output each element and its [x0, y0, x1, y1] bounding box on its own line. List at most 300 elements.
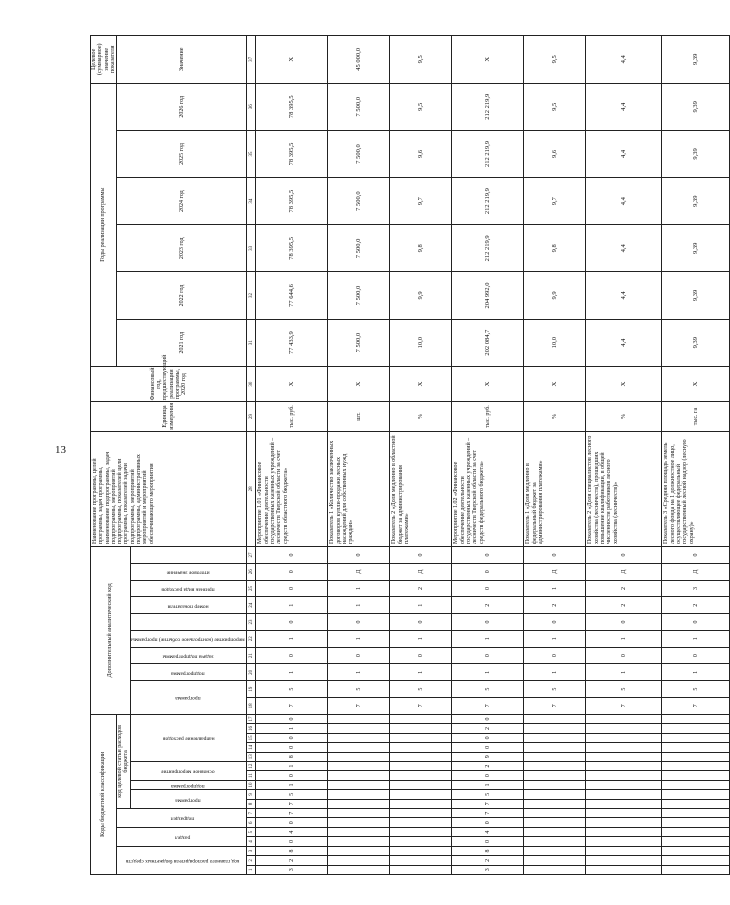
direction-header: направление расходов [130, 714, 247, 761]
budget-code-cell [524, 771, 586, 780]
year-value: 4,4 [586, 319, 662, 366]
budget-code-cell: 7 [452, 809, 524, 818]
row-name: Показатель 2 «Доля медленно в областной бюджет за администрирования платежами» [390, 431, 452, 546]
budget-code-cell [524, 761, 586, 770]
column-number: 22 [247, 630, 256, 647]
year-value: 7 500,0 [328, 130, 390, 177]
budget-code-cell [662, 818, 730, 827]
budget-code-cell: 7 [452, 799, 524, 808]
column-number: 34 [247, 178, 256, 225]
budget-code-cell: 5 [452, 790, 524, 799]
row-unit: тыс. руб. [452, 402, 524, 431]
budget-code-cell [524, 752, 586, 761]
analytic-code-cell: 0 [390, 647, 452, 664]
budget-code-cell [586, 837, 662, 846]
column-number: 25 [247, 580, 256, 597]
budget-code-cell [524, 856, 586, 865]
budget-code-cell: 4 [452, 827, 524, 836]
program-table-rotated [90, 35, 699, 875]
analytic-code-cell: 7 [524, 697, 586, 714]
section-header: раздел [117, 827, 247, 846]
year-value: 9,8 [524, 225, 586, 272]
analytic-code-cell: 0 [452, 614, 524, 631]
analytic-code-cell: 0 [452, 547, 524, 564]
analytic-code-cell: 0 [662, 647, 730, 664]
analytic-code-cell: 2 [390, 580, 452, 597]
budget-code-cell: 0 [256, 837, 328, 846]
budget-code-cell [586, 780, 662, 789]
budget-code-cell [328, 846, 390, 855]
budget-code-cell: 1 [256, 780, 328, 789]
admin-code-header: код главного распорядителя бюджетных средств [117, 846, 247, 874]
analytic-code-cell: 1 [586, 664, 662, 681]
analytic-code-cell: 0 [452, 580, 524, 597]
year-value: 9,39 [662, 130, 730, 177]
year-value: 212 219,9 [452, 83, 524, 130]
analytic-code-cell: 0 [256, 563, 328, 580]
row-name: Показатель 2 «Доля специалистов лесного хозяйства (лесничеств), прошедших повышение квалификации, в общей численности работников лесного хозяйства (лесничеств)» [586, 431, 662, 546]
year-2026-header: 2026 год [117, 83, 247, 130]
analytic-code-cell: 1 [256, 664, 328, 681]
budget-code-cell [390, 714, 452, 724]
analytic-code-cell: 0 [256, 614, 328, 631]
budget-code-cell [662, 790, 730, 799]
column-number: 33 [247, 225, 256, 272]
analytic-code-cell: 5 [586, 681, 662, 698]
row-fin-year: Х [256, 366, 328, 402]
an-indicator-header: номер показателя [130, 597, 247, 614]
an-subprogram-header: подпрограмма [130, 664, 247, 681]
analytic-code-cell: 1 [328, 580, 390, 597]
column-number: 9 [247, 790, 256, 799]
budget-code-cell [586, 714, 662, 724]
row-target: 9,5 [524, 36, 586, 84]
row-unit: % [586, 402, 662, 431]
year-value: 7 500,0 [328, 83, 390, 130]
year-value: 4,4 [586, 130, 662, 177]
fin-year-header: Финансовый год, предшествующий реализации программы, 2020 год [91, 366, 247, 402]
analytic-code-cell: 0 [328, 547, 390, 564]
budget-code-cell [390, 865, 452, 874]
year-value: 9,39 [662, 272, 730, 319]
row-unit: шт. [328, 402, 390, 431]
year-value: 78 395,5 [256, 225, 328, 272]
year-2024-header: 2024 год [117, 178, 247, 225]
analytic-code-cell: 2 [452, 597, 524, 614]
column-number: 32 [247, 272, 256, 319]
year-value: 4,4 [586, 83, 662, 130]
budget-code-cell [662, 733, 730, 742]
budget-code-cell [328, 865, 390, 874]
budget-code-cell [662, 743, 730, 752]
an-task-header: задача подпрограммы [130, 647, 247, 664]
analytic-code-cell: 0 [328, 647, 390, 664]
budget-code-cell: 7 [256, 799, 328, 808]
budget-code-cell [390, 856, 452, 865]
analytic-code-cell: Д [586, 563, 662, 580]
analytic-code-cell: 0 [524, 547, 586, 564]
budget-code-cell: 0 [256, 818, 328, 827]
year-value: 77 644,6 [256, 272, 328, 319]
column-number: 27 [247, 547, 256, 564]
year-value: 9,5 [390, 83, 452, 130]
column-number: 17 [247, 714, 256, 724]
column-number: 11 [247, 771, 256, 780]
column-number: 23 [247, 614, 256, 631]
year-value: 4,4 [586, 225, 662, 272]
budget-code-cell: 2 [256, 856, 328, 865]
budget-code-cell: 8 [256, 752, 328, 761]
column-number: 31 [247, 319, 256, 366]
year-value: 212 219,9 [452, 130, 524, 177]
year-2025-header: 2025 год [117, 130, 247, 177]
budget-code-cell [662, 865, 730, 874]
column-number: 4 [247, 837, 256, 846]
year-value: 9,9 [524, 272, 586, 319]
year-value: 9,5 [524, 83, 586, 130]
an-final-header: итоговое значение [130, 563, 247, 580]
budget-code-cell [390, 724, 452, 733]
year-value: 9,8 [390, 225, 452, 272]
analytic-code-cell: 1 [328, 664, 390, 681]
analytic-code-cell: 3 [662, 580, 730, 597]
budget-code-cell [586, 865, 662, 874]
row-fin-year: Х [390, 366, 452, 402]
year-value: 77 433,9 [256, 319, 328, 366]
column-number: 5 [247, 827, 256, 836]
analytic-code-cell: 7 [452, 697, 524, 714]
budget-code-cell: 0 [256, 733, 328, 742]
budget-code-cell [586, 761, 662, 770]
budget-code-cell [662, 827, 730, 836]
budget-code-cell [586, 846, 662, 855]
column-number: 19 [247, 681, 256, 698]
row-name: Показатель 1 «Количество заключенных договоров купли-продажи лесных насаждений для собственных нужд граждан» [328, 431, 390, 546]
analytic-code-cell: 7 [586, 697, 662, 714]
budget-code-cell [524, 780, 586, 789]
column-number: 26 [247, 563, 256, 580]
analytic-code-cell: 1 [256, 630, 328, 647]
budget-code-cell [328, 724, 390, 733]
column-number: 35 [247, 130, 256, 177]
budget-code-cell: 1 [256, 724, 328, 733]
budget-code-cell [662, 761, 730, 770]
budget-code-cell: 7 [256, 809, 328, 818]
row-fin-year: Х [328, 366, 390, 402]
budget-code-cell: 5 [256, 790, 328, 799]
year-value: 78 395,5 [256, 83, 328, 130]
analytic-code-cell: 1 [662, 664, 730, 681]
row-name: Показатель 3 «Средняя площадь земель лесного фонда на 1 должностное лицо, осуществляющее федеральный государственный лесной надзор (лесную охрану)» [662, 431, 730, 546]
budget-code-cell: 4 [256, 827, 328, 836]
budget-code-cell: 1 [256, 761, 328, 770]
target-value-header: Значение [117, 36, 247, 84]
year-value: 4,4 [586, 272, 662, 319]
year-value: 204 992,0 [452, 272, 524, 319]
analytic-code-header: Дополнительный аналитический код [91, 547, 131, 715]
budget-code-cell [662, 799, 730, 808]
year-value: 9,39 [662, 178, 730, 225]
year-value: 7 500,0 [328, 319, 390, 366]
budget-code-cell: 1 [452, 780, 524, 789]
name-header: Наименование программы, целей программы, задач программы, наименование подпрограммы, задач подпрограммы, мероприятий подпрограммы, показателей цели программы, показателей задачи подпрограммы, мероприятий подпрограммы, административных мероприятий и мероприятий обеспечивающего мероприятия [91, 431, 247, 546]
budget-code-cell [390, 790, 452, 799]
analytic-code-cell: 1 [256, 597, 328, 614]
budget-code-cell [586, 752, 662, 761]
year-value: 9,6 [390, 130, 452, 177]
year-value: 78 395,5 [256, 178, 328, 225]
analytic-code-cell: 5 [524, 681, 586, 698]
year-2023-header: 2023 год [117, 225, 247, 272]
column-number: 3 [247, 846, 256, 855]
budget-code-cell [524, 865, 586, 874]
an-event-header-b [130, 614, 247, 631]
year-value: 9,7 [524, 178, 586, 225]
budget-code-cell [390, 780, 452, 789]
budget-code-cell [328, 780, 390, 789]
analytic-code-cell: 7 [662, 697, 730, 714]
analytic-code-cell: 0 [390, 614, 452, 631]
an-exp-type-header: признак вида расходов [130, 580, 247, 597]
budget-code-cell [328, 790, 390, 799]
budget-codes-header: Коды бюджетной классификации [91, 714, 117, 874]
main-event-header: основное мероприятие [130, 761, 247, 780]
budget-code-cell [524, 724, 586, 733]
table-row [328, 36, 390, 875]
analytic-code-cell: 1 [452, 664, 524, 681]
year-value: 202 084,7 [452, 319, 524, 366]
budget-code-cell [586, 724, 662, 733]
budget-code-cell [328, 799, 390, 808]
row-target: Х [452, 36, 524, 84]
year-value: 9,7 [390, 178, 452, 225]
analytic-code-cell: 1 [328, 630, 390, 647]
budget-code-cell: 0 [452, 733, 524, 742]
analytic-code-cell: 0 [586, 647, 662, 664]
analytic-code-cell: 2 [586, 597, 662, 614]
years-header: Годы реализации программы [91, 83, 117, 366]
table-row [390, 36, 452, 875]
column-number: 7 [247, 809, 256, 818]
an-event-header: мероприятие (контрольное событие) программы [130, 630, 247, 647]
column-number: 37 [247, 36, 256, 84]
budget-code-cell [662, 752, 730, 761]
year-value: 7 500,0 [328, 178, 390, 225]
budget-code-cell [390, 809, 452, 818]
year-value: 4,4 [586, 178, 662, 225]
row-name: Мероприятие 1.02 «Финансовое обеспечение деятельности государственных казенных учреждений – лесничеств Тверской области за счет средств федерального бюджета» [452, 431, 524, 546]
column-number: 29 [247, 402, 256, 431]
budget-code-cell [524, 743, 586, 752]
budget-code-cell [662, 856, 730, 865]
column-number: 16 [247, 724, 256, 733]
year-value: 10,0 [390, 319, 452, 366]
analytic-code-cell: 0 [452, 647, 524, 664]
budget-code-cell [586, 733, 662, 742]
year-value: 9,39 [662, 319, 730, 366]
budget-code-cell: 2 [452, 761, 524, 770]
budget-code-cell: 3 [256, 865, 328, 874]
column-number: 6 [247, 818, 256, 827]
column-number: 8 [247, 799, 256, 808]
year-2021-header: 2021 год [117, 319, 247, 366]
column-number: 12 [247, 761, 256, 770]
subsection-header: подраздел [117, 809, 247, 828]
budget-code-cell [390, 771, 452, 780]
budget-code-cell [328, 733, 390, 742]
budget-code-cell [662, 837, 730, 846]
column-number: 30 [247, 366, 256, 402]
unit-header: Единица измерения [91, 402, 247, 431]
analytic-code-cell: 1 [662, 630, 730, 647]
budget-code-cell [524, 790, 586, 799]
target-header: Целевое (суммарное) значение показателя [91, 36, 117, 84]
column-number: 36 [247, 83, 256, 130]
analytic-code-cell: 0 [662, 547, 730, 564]
analytic-code-cell: 2 [586, 580, 662, 597]
budget-code-cell [390, 818, 452, 827]
row-unit: тыс. руб. [256, 402, 328, 431]
budget-code-cell [662, 809, 730, 818]
budget-code-cell [328, 827, 390, 836]
year-value: 9,39 [662, 225, 730, 272]
an-program-header: программа [130, 681, 247, 715]
budget-code-cell [662, 846, 730, 855]
budget-code-cell: 0 [452, 837, 524, 846]
row-target: 9,39 [662, 36, 730, 84]
budget-code-cell [586, 818, 662, 827]
budget-code-cell: 0 [256, 743, 328, 752]
budget-code-cell: 8 [256, 846, 328, 855]
column-numbers-row [247, 36, 256, 875]
budget-code-cell: 0 [256, 771, 328, 780]
row-fin-year: Х [586, 366, 662, 402]
analytic-code-cell: 7 [256, 697, 328, 714]
table-row [662, 36, 730, 875]
analytic-code-cell: 5 [328, 681, 390, 698]
budget-code-cell [586, 809, 662, 818]
budget-code-cell: 8 [452, 846, 524, 855]
analytic-code-cell: 0 [524, 647, 586, 664]
budget-code-cell: 2 [452, 856, 524, 865]
column-number: 1 [247, 865, 256, 874]
budget-code-cell [328, 837, 390, 846]
page-number: 13 [55, 444, 66, 456]
table-row [586, 36, 662, 875]
row-fin-year: Х [662, 366, 730, 402]
analytic-code-cell: 7 [328, 697, 390, 714]
budget-code-cell [328, 771, 390, 780]
column-number: 24 [247, 597, 256, 614]
analytic-code-cell: 7 [390, 697, 452, 714]
budget-code-cell [524, 809, 586, 818]
column-number: 14 [247, 743, 256, 752]
analytic-code-cell: 0 [662, 614, 730, 631]
budget-code-cell [524, 714, 586, 724]
analytic-code-cell: 1 [524, 630, 586, 647]
budget-code-cell [390, 761, 452, 770]
year-value: 9,9 [390, 272, 452, 319]
analytic-code-cell: 5 [452, 681, 524, 698]
analytic-code-cell: 5 [662, 681, 730, 698]
column-number: 2 [247, 856, 256, 865]
column-number: 28 [247, 431, 256, 546]
budget-code-cell: 2 [452, 724, 524, 733]
budget-code-cell [662, 724, 730, 733]
exp-code-header: код целевой статьи расходов бюджета [117, 714, 131, 808]
budget-code-cell [586, 771, 662, 780]
row-unit: % [390, 402, 452, 431]
budget-code-cell: 0 [452, 818, 524, 827]
analytic-code-cell: Д [524, 563, 586, 580]
analytic-code-cell: Д [390, 563, 452, 580]
year-value: 78 395,5 [256, 130, 328, 177]
analytic-code-cell: 0 [328, 614, 390, 631]
budget-code-cell [328, 714, 390, 724]
analytic-code-cell: 0 [256, 647, 328, 664]
row-target: 4,4 [586, 36, 662, 84]
budget-code-cell: 0 [452, 743, 524, 752]
analytic-code-cell: 0 [452, 563, 524, 580]
budget-code-cell: 3 [452, 865, 524, 874]
budget-code-cell [328, 809, 390, 818]
row-unit: тыс. га [662, 402, 730, 431]
budget-code-cell [390, 733, 452, 742]
budget-code-cell [390, 743, 452, 752]
analytic-code-cell: 0 [586, 547, 662, 564]
year-value: 10,0 [524, 319, 586, 366]
budget-code-cell [524, 799, 586, 808]
budget-code-cell [328, 856, 390, 865]
analytic-code-cell: 1 [390, 664, 452, 681]
budget-code-cell [662, 780, 730, 789]
analytic-code-cell: Д [328, 563, 390, 580]
budget-code-cell [586, 743, 662, 752]
budget-code-cell [586, 827, 662, 836]
budget-code-cell [586, 799, 662, 808]
budget-code-cell [524, 827, 586, 836]
table-row [524, 36, 586, 875]
row-unit: % [524, 402, 586, 431]
budget-code-cell [328, 752, 390, 761]
budget-code-cell [524, 818, 586, 827]
analytic-code-cell: 0 [256, 547, 328, 564]
analytic-code-cell: 1 [390, 630, 452, 647]
analytic-code-cell: 1 [524, 664, 586, 681]
column-number: 10 [247, 780, 256, 789]
row-fin-year: Х [452, 366, 524, 402]
budget-code-cell [328, 761, 390, 770]
table-row [452, 36, 524, 875]
budget-code-cell [586, 856, 662, 865]
budget-code-cell [390, 846, 452, 855]
budget-code-cell [662, 771, 730, 780]
row-target: Х [256, 36, 328, 84]
row-name: Мероприятие 1.01 «Финансовое обеспечение деятельности государственных казенных учреждений – лесничеств Тверской области за счет средств областного бюджета» [256, 431, 328, 546]
budget-code-cell [524, 837, 586, 846]
year-value: 7 500,0 [328, 272, 390, 319]
analytic-code-cell: 1 [524, 580, 586, 597]
budget-code-cell [328, 743, 390, 752]
analytic-code-cell: 5 [390, 681, 452, 698]
column-number: 15 [247, 733, 256, 742]
analytic-code-cell: 0 [390, 547, 452, 564]
analytic-code-cell: 1 [328, 597, 390, 614]
column-number: 21 [247, 647, 256, 664]
budget-code-cell: 0 [452, 771, 524, 780]
analytic-code-cell: 1 [452, 630, 524, 647]
analytic-code-cell: 1 [586, 630, 662, 647]
